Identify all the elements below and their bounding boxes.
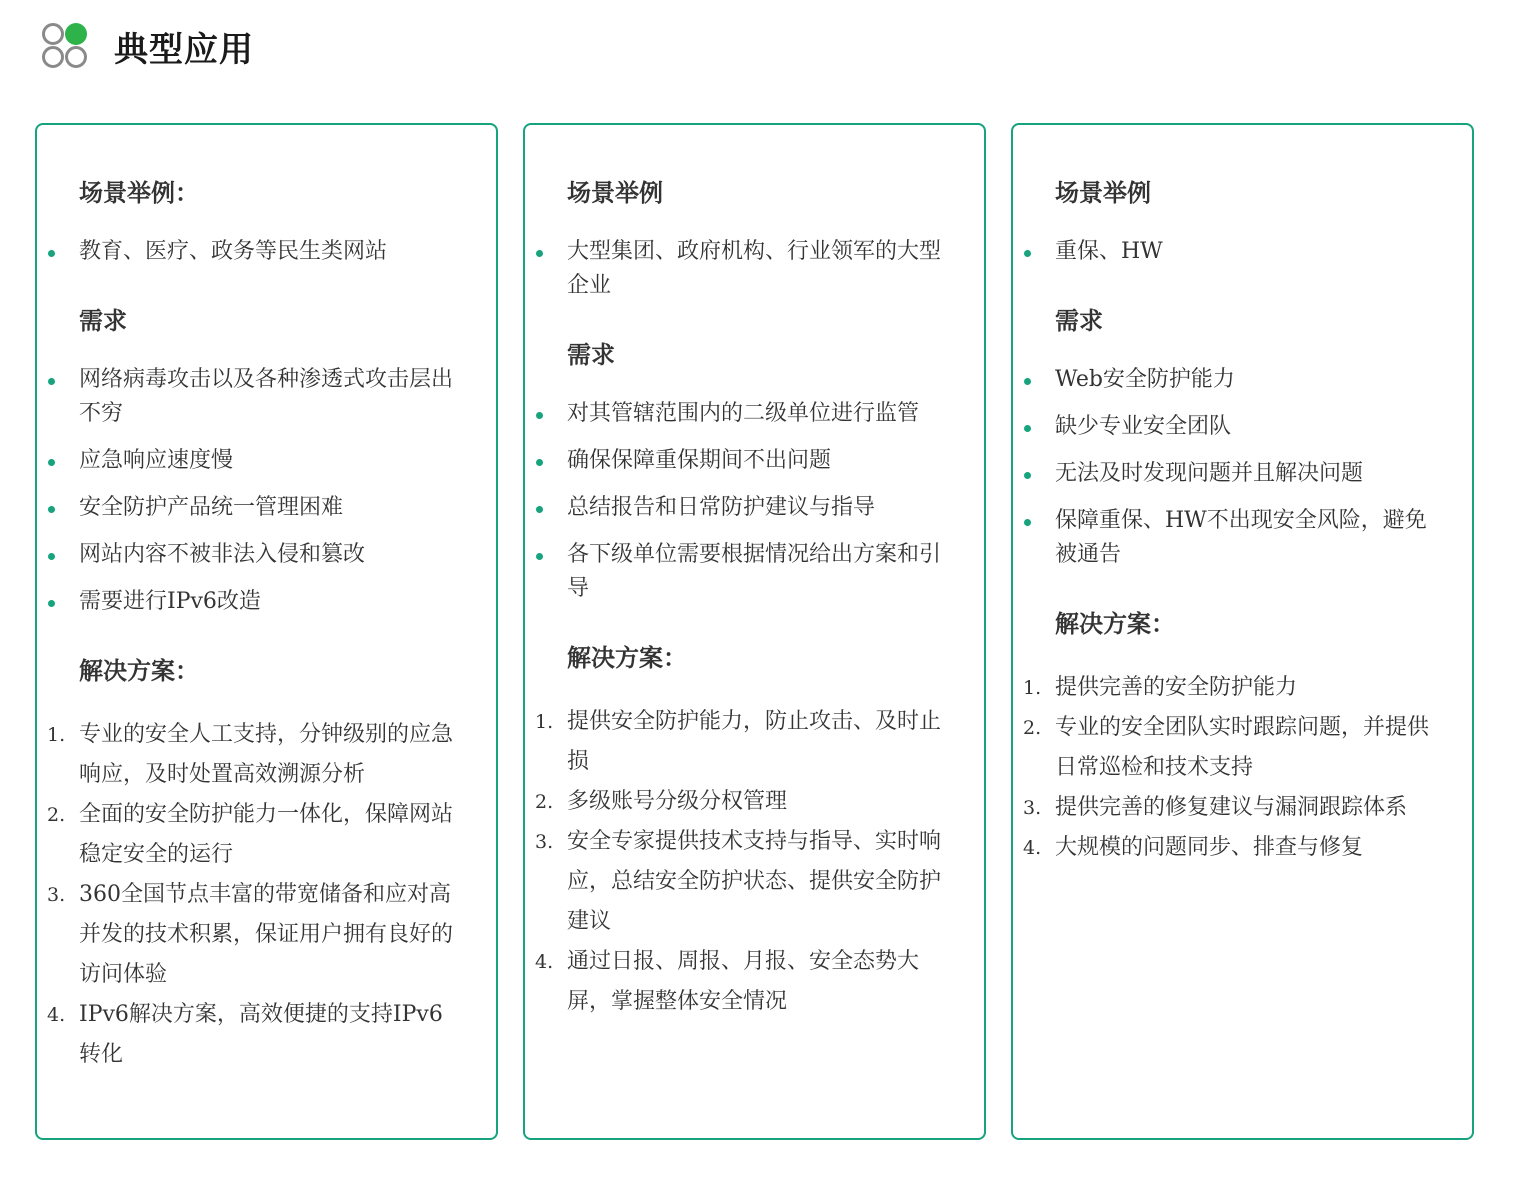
list-item: 各下级单位需要根据情况给出方案和引导 <box>567 538 944 606</box>
page-title: 典型应用 <box>114 29 254 70</box>
application-card <box>35 123 498 1140</box>
list-item: 确保保障重保期间不出问题 <box>567 444 944 478</box>
list-item: 重保、HW <box>1055 235 1432 269</box>
scenario-heading: 场景举例 <box>567 178 663 207</box>
solution-heading: 解决方案： <box>1055 609 1175 638</box>
scenario-list <box>1055 235 1432 269</box>
list-item: 2. 全面的安全防护能力一体化，保障网站稳定安全的运行 <box>47 802 454 867</box>
list-item: 保障重保、HW不出现安全风险，避免被通告 <box>1055 504 1432 572</box>
scenario-list <box>79 235 456 269</box>
bullet-dot-icon <box>1024 378 1031 385</box>
bullet-dot-icon <box>48 378 55 385</box>
list-item: 4. 大规模的问题同步、排查与修复 <box>1023 835 1364 860</box>
bullet-dot-icon <box>1024 472 1031 479</box>
list-item: 1. 提供安全防护能力，防止攻击、及时止损 <box>535 709 942 774</box>
solution-list <box>47 715 456 1075</box>
list-item: 总结报告和日常防护建议与指导 <box>567 491 944 525</box>
needs-heading: 需求 <box>1055 306 1103 335</box>
list-item: 大型集团、政府机构、行业领军的大型企业 <box>567 235 944 303</box>
bullet-dot-icon <box>536 412 543 419</box>
needs-list <box>567 397 944 606</box>
bullet-dot-icon <box>1024 425 1031 432</box>
list-item: 1. 提供完善的安全防护能力 <box>1023 675 1298 700</box>
application-card <box>1011 123 1474 1140</box>
list-item: 网络病毒攻击以及各种渗透式攻击层出不穷 <box>79 363 456 431</box>
bullet-dot-icon <box>1024 519 1031 526</box>
solution-heading: 解决方案： <box>567 643 687 672</box>
list-item: 4. IPv6解决方案，高效便捷的支持IPv6转化 <box>47 1002 443 1067</box>
list-item: 对其管辖范围内的二级单位进行监管 <box>567 397 944 431</box>
bullet-dot-icon <box>1024 250 1031 257</box>
list-item: 教育、医疗、政务等民生类网站 <box>79 235 456 269</box>
needs-heading: 需求 <box>79 306 127 335</box>
bullet-dot-icon <box>48 459 55 466</box>
solution-list <box>1023 668 1432 868</box>
list-item: 3. 360全国节点丰富的带宽储备和应对高并发的技术积累，保证用户拥有良好的访问体验 <box>47 882 454 987</box>
list-item: Web安全防护能力 <box>1055 363 1432 397</box>
list-item: 缺少专业安全团队 <box>1055 410 1432 444</box>
application-card <box>523 123 986 1140</box>
list-item: 1. 专业的安全人工支持，分钟级别的应急响应，及时处置高效溯源分析 <box>47 722 454 787</box>
bullet-dot-icon <box>48 506 55 513</box>
needs-list <box>1055 363 1432 572</box>
list-item: 2. 多级账号分级分权管理 <box>535 789 788 814</box>
page-header <box>40 20 254 72</box>
bullet-dot-icon <box>536 553 543 560</box>
bullet-dot-icon <box>48 600 55 607</box>
list-item: 2. 专业的安全团队实时跟踪问题，并提供日常巡检和技术支持 <box>1023 715 1430 780</box>
list-item: 安全防护产品统一管理困难 <box>79 491 456 525</box>
list-item: 3. 安全专家提供技术支持与指导、实时响应，总结安全防护状态、提供安全防护建议 <box>535 829 942 934</box>
bullet-dot-icon <box>536 506 543 513</box>
bullet-dot-icon <box>536 459 543 466</box>
needs-list <box>79 363 456 619</box>
solution-list <box>535 702 944 1022</box>
bullet-dot-icon <box>536 250 543 257</box>
list-item: 应急响应速度慢 <box>79 444 456 478</box>
needs-heading: 需求 <box>567 340 615 369</box>
bullet-dot-icon <box>48 553 55 560</box>
bullet-dot-icon <box>48 250 55 257</box>
scenario-list <box>567 235 944 303</box>
clover-icon <box>40 21 90 71</box>
scenario-heading: 场景举例： <box>79 178 199 207</box>
solution-heading: 解决方案： <box>79 656 199 685</box>
list-item: 需要进行IPv6改造 <box>79 585 456 619</box>
list-item: 3. 提供完善的修复建议与漏洞跟踪体系 <box>1023 795 1408 820</box>
list-item: 无法及时发现问题并且解决问题 <box>1055 457 1432 491</box>
list-item: 4. 通过日报、周报、月报、安全态势大屏，掌握整体安全情况 <box>535 949 920 1014</box>
scenario-heading: 场景举例 <box>1055 178 1151 207</box>
list-item: 网站内容不被非法入侵和篡改 <box>79 538 456 572</box>
